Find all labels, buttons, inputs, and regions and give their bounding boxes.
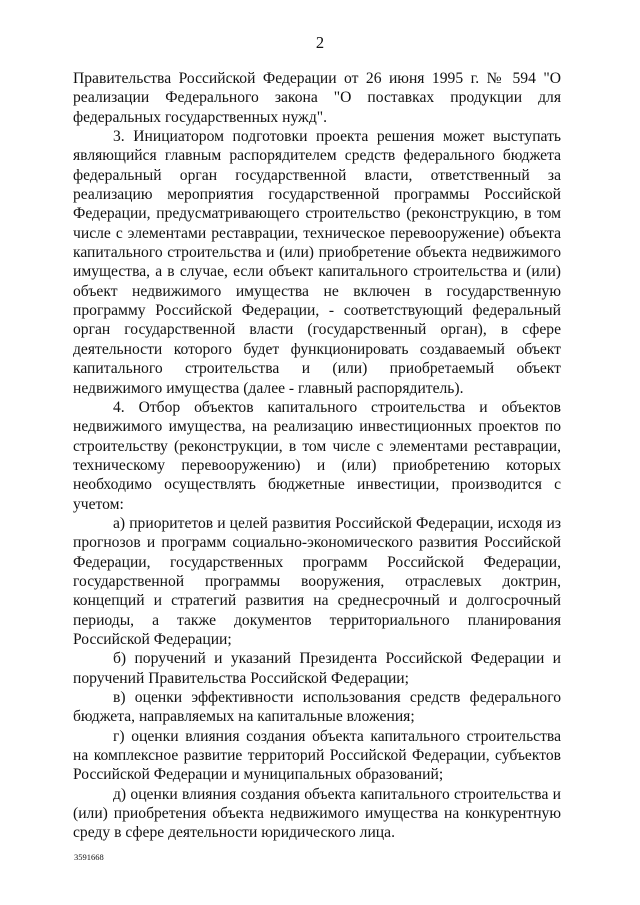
subitem-a: а) приоритетов и целей развития Российской Федерации, исходя из прогнозов и программ социально-экономического развития Российской Федерации, государственных программ Российской Федерации, государственной программы вооружения, отраслевых доктрин, концепций и стратегий развития на среднесрочный и долгосрочный периоды, а также документов территориального планирования Российской Федерации; [73, 514, 561, 648]
subitem-v: в) оценки эффективности использования средств федерального бюджета, направляемых на капитальные вложения; [73, 689, 561, 726]
paragraph-item-3: 3. Инициатором подготовки проекта решения может выступать являющийся главным распорядителем средств федерального бюджета федеральный орган государственной власти, ответственный за реализацию мероприятия государственной программы Российской Федерации, предусматривающего строительство (реконструкцию, в том числе с элементами реставрации, техническое перевооружение) объекта капитального строительства и (или) приобретение объекта недвижимого имущества, а в случае, если объект капитального строительства и (или) объект недвижимого имущества не включен в государственную программу Российской Федерации, - соответствующий федеральный орган государственной власти (государственный орган), в сфере деятельности которого будет функционировать создаваемый объект капитального строительства и (или) приобретаемый объект недвижимого имущества (далее - главный распорядитель). [73, 128, 561, 397]
subitem-d: д) оценки влияния создания объекта капитального строительства и (или) приобретения объекта недвижимого имущества на конкурентную среду в сфере деятельности юридического лица. [73, 785, 561, 842]
paragraph-item-4: 4. Отбор объектов капитального строительства и объектов недвижимого имущества, на реализацию инвестиционных проектов по строительству (реконструкции, в том числе с элементами реставрации, техническому перевооружению) и (или) приобретению которых необходимо осуществлять бюджетные инвестиции, производится с учетом: [73, 398, 561, 513]
subitem-b: б) поручений и указаний Президента Российской Федерации и поручений Правительства Российской Федерации; [73, 650, 561, 687]
subitem-g: г) оценки влияния создания объекта капитального строительства на комплексное развитие территорий Российской Федерации, субъектов Российской Федерации и муниципальных образований; [73, 727, 561, 784]
paragraph-continuation: Правительства Российской Федерации от 26 июня 1995 г. № 594 "О реализации Федерального закона "О поставках продукции для федеральных государственных нужд". [73, 70, 561, 126]
page-number: 2 [315, 33, 325, 52]
document-body [73, 69, 561, 843]
document-code: 3591668 [74, 852, 104, 862]
